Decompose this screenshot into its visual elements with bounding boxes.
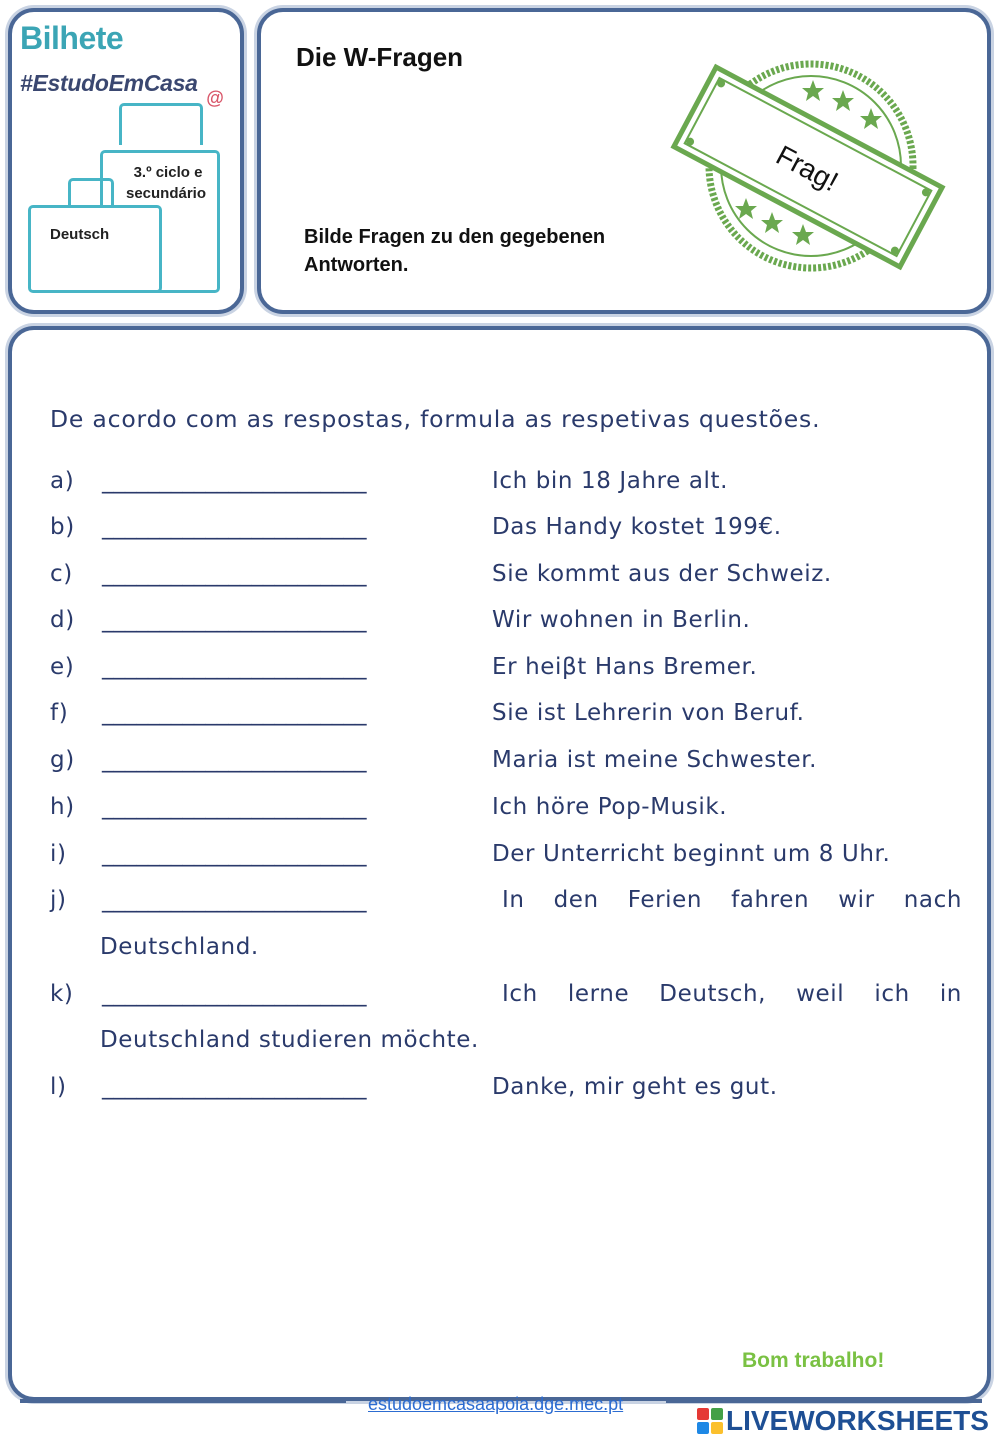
given-answer: Sie ist Lehrerin von Beruf.: [492, 700, 805, 726]
brand-hashtag: #EstudoEmCasa: [20, 70, 198, 96]
answer-blank[interactable]: _______________________: [102, 607, 367, 633]
given-answer: Wir wohnen in Berlin.: [492, 607, 751, 633]
given-answer: Maria ist meine Schwester.: [492, 747, 818, 773]
intro-text: De acordo com as respostas, formula as respetivas questões.: [50, 405, 821, 433]
liveworksheets-icon: [697, 1408, 723, 1434]
given-answer: Ich bin 18 Jahre alt.: [492, 468, 729, 494]
question-letter: c): [50, 561, 73, 587]
stamp-icon: [668, 52, 948, 282]
question-letter: e): [50, 654, 75, 680]
answer-blank[interactable]: _______________________: [102, 654, 367, 680]
answer-blank[interactable]: _______________________: [102, 1074, 367, 1100]
answer-blank[interactable]: _______________________: [102, 794, 367, 820]
briefcase-front-icon: [28, 205, 162, 293]
briefcase-small-handle-icon: [68, 178, 114, 206]
given-answer: Sie kommt aus der Schweiz.: [492, 561, 832, 587]
page-title: Die W-Fragen: [296, 42, 464, 72]
stamp-text: Frag!: [771, 139, 844, 198]
subject-label: Deutsch: [50, 226, 110, 243]
level-line-1: 3.º ciclo e: [133, 164, 203, 181]
question-letter: a): [50, 468, 75, 494]
given-answer-continuation: Deutschland.: [100, 934, 259, 960]
question-letter: j): [50, 887, 67, 913]
instruction-text: Bilde Fragen zu den gegebenen Antworten.: [304, 226, 606, 276]
level-line-2: secundário: [125, 185, 207, 202]
question-letter: d): [50, 607, 75, 633]
answer-blank[interactable]: _______________________: [102, 514, 367, 540]
question-letter: g): [50, 747, 75, 773]
question-letter: i): [50, 841, 67, 867]
given-answer: Ich höre Pop-Musik.: [492, 794, 728, 820]
given-answer: Das Handy kostet 199€.: [492, 514, 782, 540]
question-letter: f): [50, 700, 69, 726]
answer-blank[interactable]: _______________________: [102, 841, 367, 867]
given-answer-continuation: Deutschland studieren möchte.: [100, 1027, 479, 1053]
answer-blank[interactable]: _______________________: [102, 468, 367, 494]
answer-blank[interactable]: _______________________: [102, 981, 367, 1007]
question-letter: k): [50, 981, 74, 1007]
liveworksheets-text: LIVEWORKSHEETS: [726, 1405, 989, 1436]
given-answer: In den Ferien fahren wir nach: [502, 887, 962, 913]
footer-site-link[interactable]: estudoemcasaapoia.dge.mec.pt: [368, 1394, 624, 1414]
given-answer: Er heiβt Hans Bremer.: [492, 654, 758, 680]
level-label: [116, 162, 220, 204]
answer-blank[interactable]: _______________________: [102, 561, 367, 587]
question-letter: l): [50, 1074, 67, 1100]
briefcase-handle-icon: [119, 103, 203, 145]
answer-blank[interactable]: _______________________: [102, 887, 367, 913]
answer-blank[interactable]: _______________________: [102, 747, 367, 773]
given-answer: Ich lerne Deutsch, weil ich in: [502, 981, 962, 1007]
question-letter: b): [50, 514, 75, 540]
footer-divider-right: [666, 1399, 982, 1403]
given-answer: Der Unterricht beginnt um 8 Uhr.: [492, 841, 891, 867]
given-answer: Danke, mir geht es gut.: [492, 1074, 778, 1100]
footer-divider-left: [20, 1399, 346, 1403]
liveworksheets-logo[interactable]: [697, 1405, 989, 1437]
brand-title: Bilhete: [20, 20, 124, 56]
closing-message: Bom trabalho!: [742, 1349, 885, 1372]
question-letter: h): [50, 794, 75, 820]
brand-at-symbol: @: [206, 88, 224, 108]
answer-blank[interactable]: _______________________: [102, 700, 367, 726]
